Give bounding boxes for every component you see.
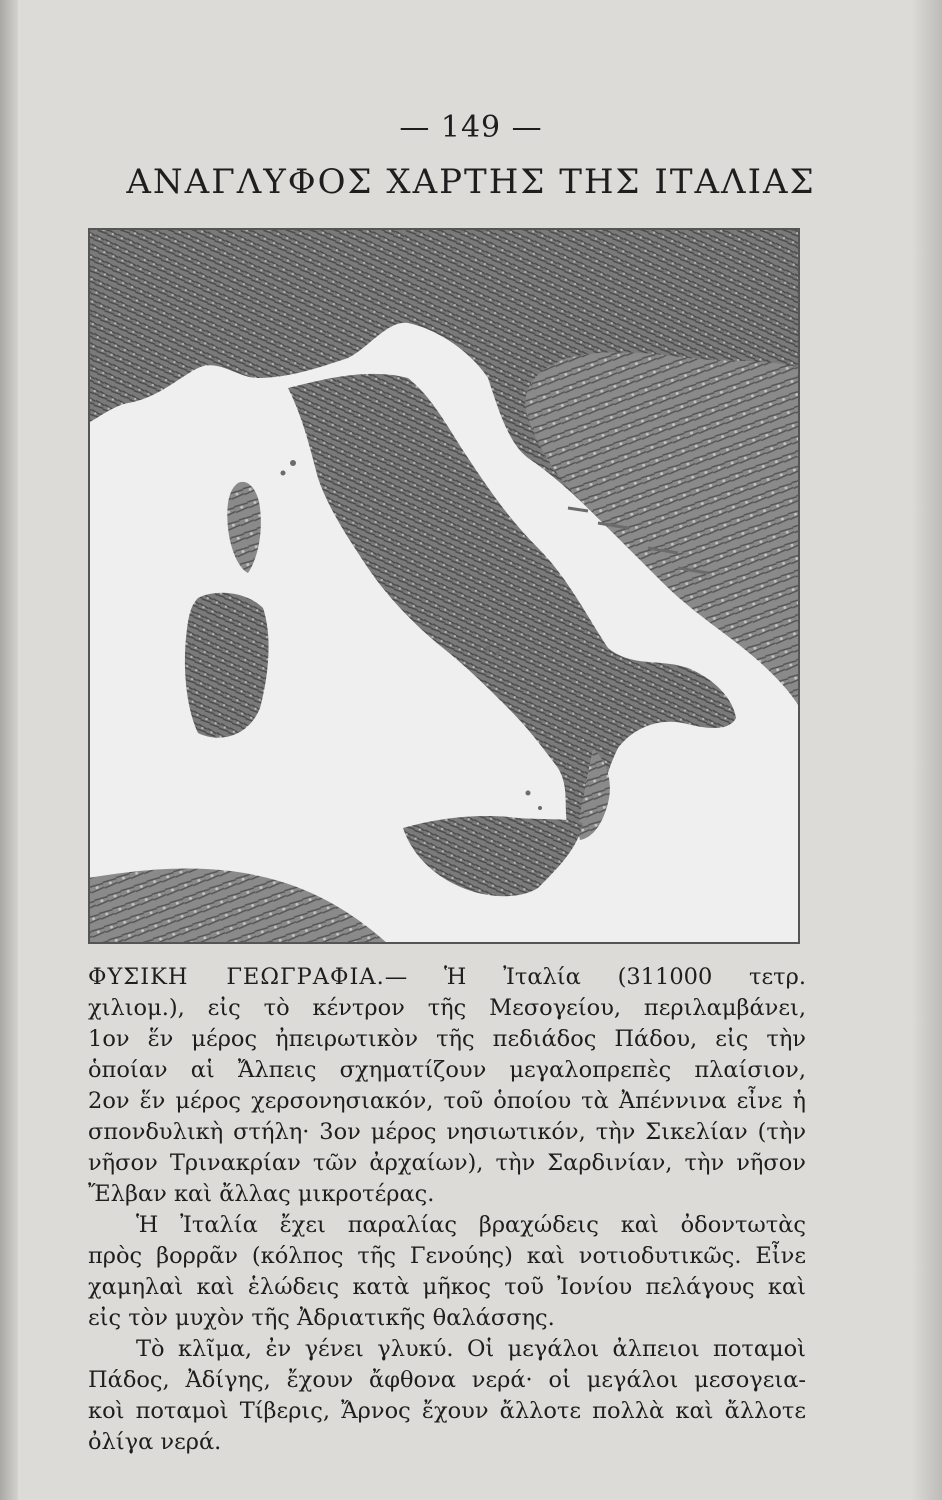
- relief-map-illustration: [88, 228, 800, 944]
- paragraph3-line1: Τὸ κλῖμα, ἐν γένει γλυκύ. Οἱ μεγάλοι ἀλπειοι ποταμοὶ: [136, 1336, 806, 1362]
- paragraph1-line4: ὁποίαν αἱ Ἄλπεις σχηματίζουν μεγαλοπρεπὲς πλαίσιον,: [88, 1057, 806, 1083]
- paragraph2-line2: πρὸς βορρᾶν (κόλπος τῆς Γενούης) καὶ νοτιοδυτικῶς. Εἶνε: [88, 1243, 806, 1269]
- page-gutter-shadow: [0, 0, 18, 1500]
- paragraph1-line1-text: — Ἡ Ἰταλία (311000 τετρ.: [384, 964, 806, 990]
- paragraph3-line4: ὀλίγα νερά.: [88, 1429, 222, 1455]
- paragraph2-line4: εἰς τὸν μυχὸν τῆς Ἀδριατικῆς θαλάσσης.: [88, 1305, 555, 1331]
- page-edge-shadow: [912, 0, 942, 1500]
- paragraph3-line2: Πάδος, Ἀδίγης, ἔχουν ἄφθονα νερά· οἱ μεγάλοι μεσογεια-: [88, 1367, 806, 1393]
- paragraph1-line2: χιλιομ.), εἰς τὸ κέντρον τῆς Μεσογείου, περιλαμβάνει,: [88, 995, 806, 1021]
- paragraph1-line1: [88, 962, 806, 993]
- paragraph1-line3: 1ον ἕν μέρος ἠπειρωτικὸν τῆς πεδιάδος Πάδου, εἰς τὴν: [88, 1026, 806, 1052]
- map-title: ΑΝΑΓΛΥΦΟΣ ΧΑΡΤΗΣ ΤΗΣ ΙΤΑΛΙΑΣ: [126, 162, 816, 202]
- paragraph1-line5: 2ον ἕν μέρος χερσονησιακόν, τοῦ ὁποίου τὰ Ἀπέννινα εἶνε ἡ: [88, 1088, 806, 1114]
- paragraph2-line3: χαμηλαὶ καὶ ἑλώδεις κατὰ μῆκος τοῦ Ἰονίου πελάγους καὶ: [88, 1274, 806, 1300]
- page-number: — 149 —: [399, 110, 543, 145]
- paragraph2-line1: Ἡ Ἰταλία ἔχει παραλίας βραχώδεις καὶ ὀδοντωτὰς: [136, 1212, 806, 1238]
- paragraph1-line6: σπονδυλικὴ στήλη· 3ον μέρος νησιωτικόν, τὴν Σικελίαν (τὴν: [88, 1119, 806, 1145]
- paragraph1-line8: Ἔλβαν καὶ ἄλλας μικροτέρας.: [88, 1181, 435, 1207]
- paragraph3-line3: κοὶ ποταμοὶ Τίβερις, Ἄρνος ἔχουν ἄλλοτε πολλὰ καὶ ἄλλοτε: [88, 1398, 806, 1424]
- body-text: [88, 962, 806, 1458]
- paragraph1-line7: νῆσον Τρινακρίαν τῶν ἀρχαίων), τὴν Σαρδινίαν, τὴν νῆσον: [88, 1150, 806, 1176]
- relief-map-italy: [88, 228, 800, 944]
- section-heading: ΦΥΣΙΚΗ ΓΕΩΓΡΑΦΙΑ.: [88, 964, 385, 990]
